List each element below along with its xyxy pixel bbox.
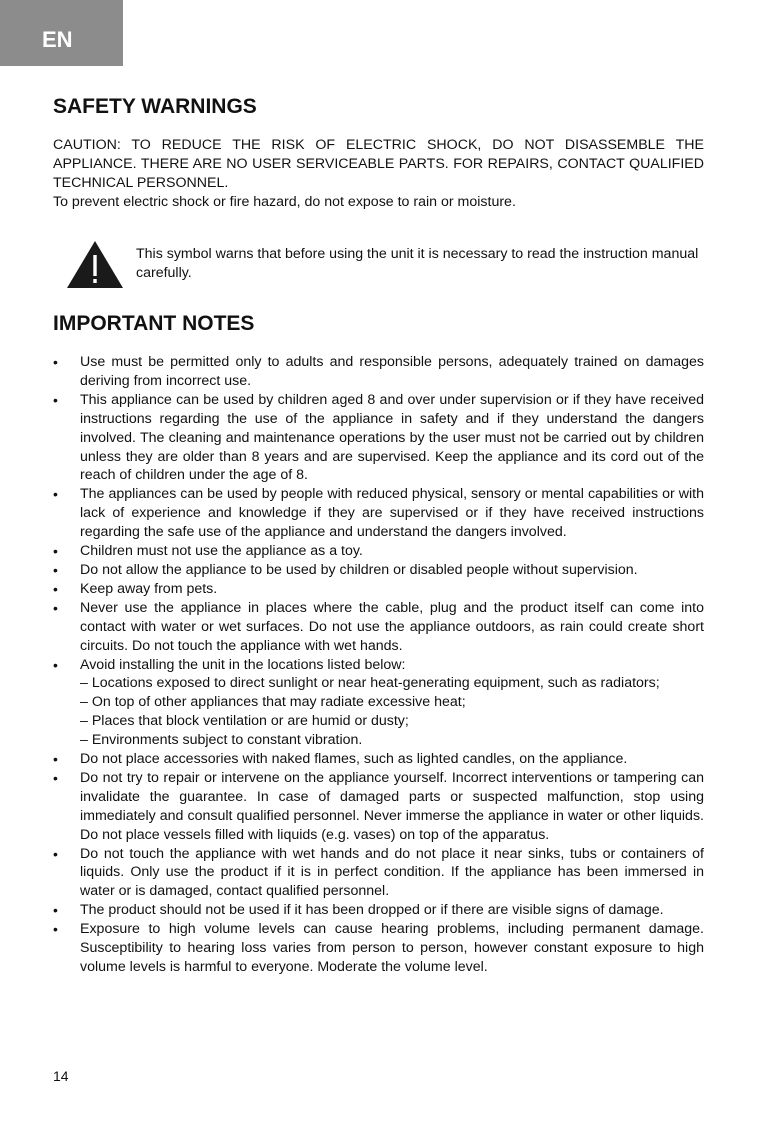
install-sub-item: – Locations exposed to direct sunlight or near heat-generating equipment, such as radiators; xyxy=(80,675,660,692)
list-item: • Exposure to high volume levels can cause hearing problems, including permanent damage. Susceptibility to hearing loss varies from person to person, however constant exposure to high volume levels is harmful to everyone. Moderate the volume level. xyxy=(53,920,704,977)
list-item: • Do not allow the appliance to be used by children or disabled people without supervision. xyxy=(53,561,704,580)
list-item: • Keep away from pets. xyxy=(53,580,704,599)
important-notes-list xyxy=(53,353,704,977)
caution-paragraph xyxy=(53,136,704,212)
list-item: • Never use the appliance in places where the cable, plug and the product itself can come into contact with water or wet surfaces. Do not use the appliance outdoors, as rain could create short circuits. Do not touch the appliance with wet hands. xyxy=(53,599,704,656)
list-item: • Children must not use the appliance as a toy. xyxy=(53,542,704,561)
install-sub-item: – On top of other appliances that may radiate excessive heat; xyxy=(80,694,466,711)
list-item: • The appliances can be used by people with reduced physical, sensory or mental capabilities or with lack of experience and knowledge if they are supervised or if they have received instructions regarding the safe use of the appliance and understand the dangers involved. xyxy=(53,485,704,542)
warning-triangle-icon xyxy=(66,240,124,289)
install-intro: Avoid installing the unit in the locations listed below: xyxy=(80,656,406,673)
language-tab: EN xyxy=(0,0,123,66)
list-item: • Use must be permitted only to adults and responsible persons, adequately trained on damages deriving from incorrect use. xyxy=(53,353,704,391)
list-item: • Do not touch the appliance with wet hands and do not place it near sinks, tubs or containers of liquids. Only use the product if it is in perfect condition. If the appliance has been immersed in water or is damaged, contact qualified personnel. xyxy=(53,845,704,902)
install-sub-item: – Environments subject to constant vibration. xyxy=(80,732,363,749)
list-item: • Do not place accessories with naked flames, such as lighted candles, on the appliance. xyxy=(53,750,704,769)
caution-text: CAUTION: TO REDUCE THE RISK OF ELECTRIC SHOCK, DO NOT DISASSEMBLE THE APPLIANCE. THERE ARE NO USER SERVICEABLE PARTS. FOR REPAIRS, CONTACT QUALIFIED TECHNICAL PERSONNEL. xyxy=(53,137,704,191)
warning-symbol-row xyxy=(53,240,704,290)
prevent-text: To prevent electric shock or fire hazard, do not expose to rain or moisture. xyxy=(53,193,516,210)
list-item: • The product should not be used if it has been dropped or if there are visible signs of damage. xyxy=(53,901,704,920)
install-sub-item: – Places that block ventilation or are humid or dusty; xyxy=(80,713,409,730)
safety-warnings-heading: SAFETY WARNINGS xyxy=(53,95,257,118)
important-notes-heading: IMPORTANT NOTES xyxy=(53,312,255,335)
page-number: 14 xyxy=(53,1068,69,1084)
list-item-install-locations xyxy=(53,656,704,751)
list-item: • Do not try to repair or intervene on the appliance yourself. Incorrect interventions or tampering can invalidate the guarantee. In case of damaged parts or suspected malfunction, stop using immediately and consult qualified personnel. Never immerse the appliance in water or other liquids. Do not place vessels filled with liquids (e.g. vases) on top of the apparatus. xyxy=(53,769,704,845)
symbol-description: This symbol warns that before using the unit it is necessary to read the instruction manual carefully. xyxy=(136,246,699,281)
list-item: • This appliance can be used by children aged 8 and over under supervision or if they have received instructions regarding the use of the appliance in safety and if they understand the dangers involved. The cleaning and maintenance operations by the user must not be carried out by children unless they are older than 8 years and are supervised. Keep the appliance and its cord out of the reach of children under the age of 8. xyxy=(53,391,704,486)
